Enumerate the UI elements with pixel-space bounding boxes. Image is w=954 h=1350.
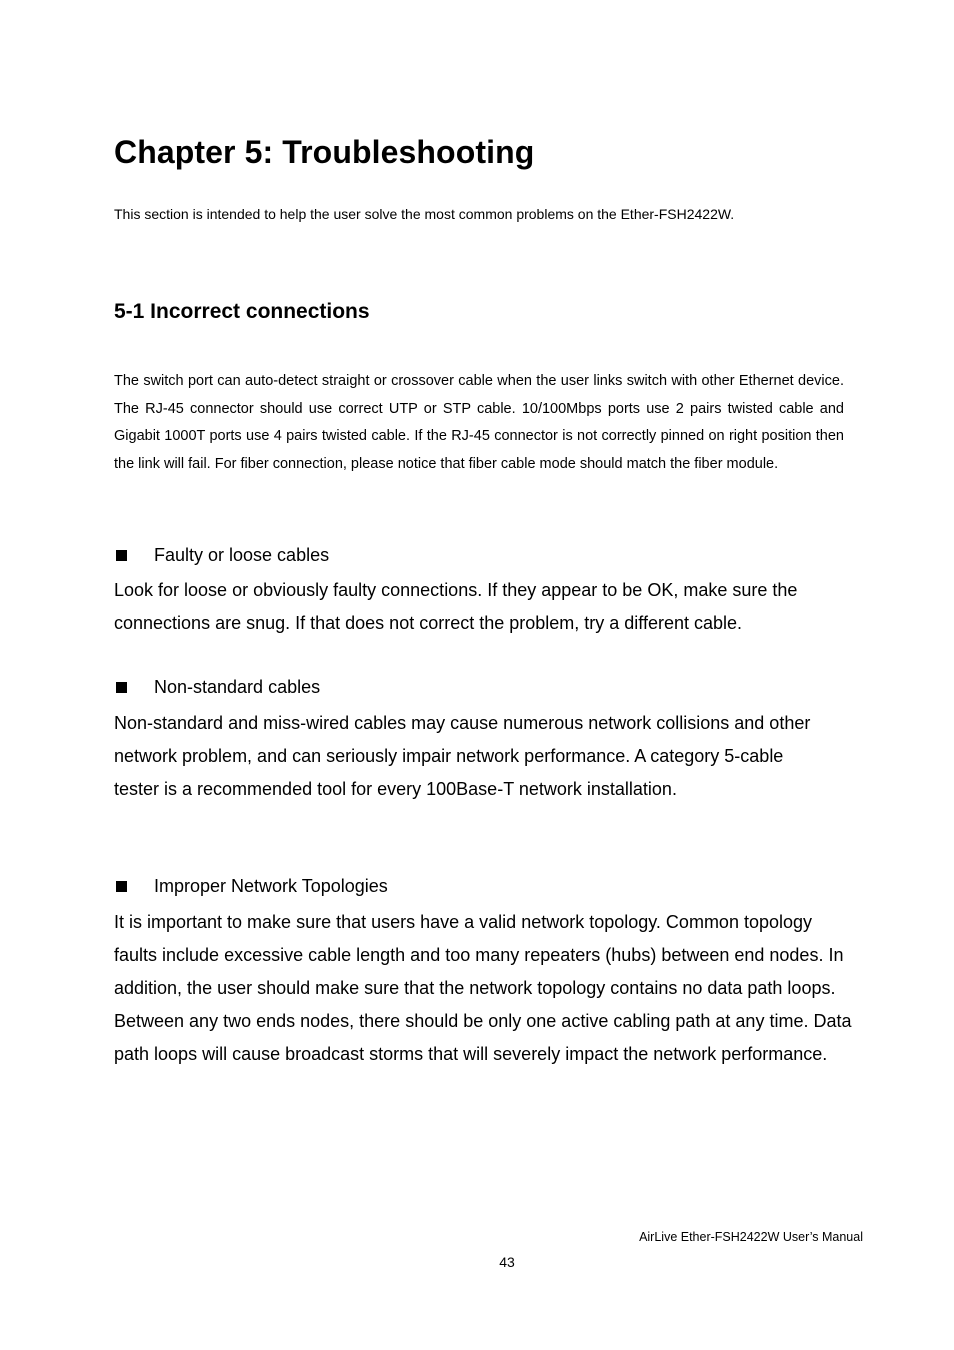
- section-paragraph: The switch port can auto-detect straight or crossover cable when the user links switch with other Ethernet device. The RJ-45 connector should use correct UTP or STP cable. 10/100Mbps ports use 2 pairs twisted cable and Gigabit 1000T ports use 4 pairs twisted cable. If the RJ-45 connector is not correctly pinned on right position then the link will fail. For fiber connection, please notice that fiber cable mode should match the fiber module.: [114, 373, 844, 472]
- page-number: 43: [499, 1254, 515, 1270]
- bullet-heading: Non-standard cables: [154, 677, 321, 697]
- bullet-heading: Improper Network Topologies: [154, 876, 388, 896]
- footer-manual-title: AirLive Ether-FSH2422W User’s Manual: [639, 1230, 863, 1244]
- square-bullet-icon: [116, 550, 127, 561]
- bullet-item-improper-topologies: [114, 876, 388, 897]
- square-bullet-icon: [116, 682, 127, 693]
- bullet-heading: Faulty or loose cables: [154, 545, 330, 565]
- chapter-title: Chapter 5: Troubleshooting: [114, 134, 535, 170]
- section-title: 5-1 Incorrect connections: [114, 300, 370, 323]
- chapter-intro: This section is intended to help the user solve the most common problems on the Ether-FSH2422W.: [114, 206, 735, 222]
- bullet-item-non-standard-cables: [114, 677, 320, 698]
- bullet-item-faulty-cables: [114, 545, 329, 566]
- bullet-body-text: Non-standard and miss-wired cables may cause numerous network collisions and other network problem, and can seriously impair network performance. A category 5-cable tester is a recommended tool for every 100Base-T network installation.: [114, 713, 811, 800]
- bullet-body-text: Look for loose or obviously faulty connections. If they appear to be OK, make sure the connections are snug. If that does not correct the problem, try a different cable.: [114, 580, 798, 634]
- bullet-body-text: It is important to make sure that users have a valid network topology. Common topology faults include excessive cable length and too many repeaters (hubs) between end nodes. In addition, the user should make sure that the network topology contains no data path loops. Between any two ends nodes, there should be only one active cabling path at any time. Data path loops will cause broadcast storms that will severely impact the network performance.: [114, 912, 852, 1065]
- square-bullet-icon: [116, 881, 127, 892]
